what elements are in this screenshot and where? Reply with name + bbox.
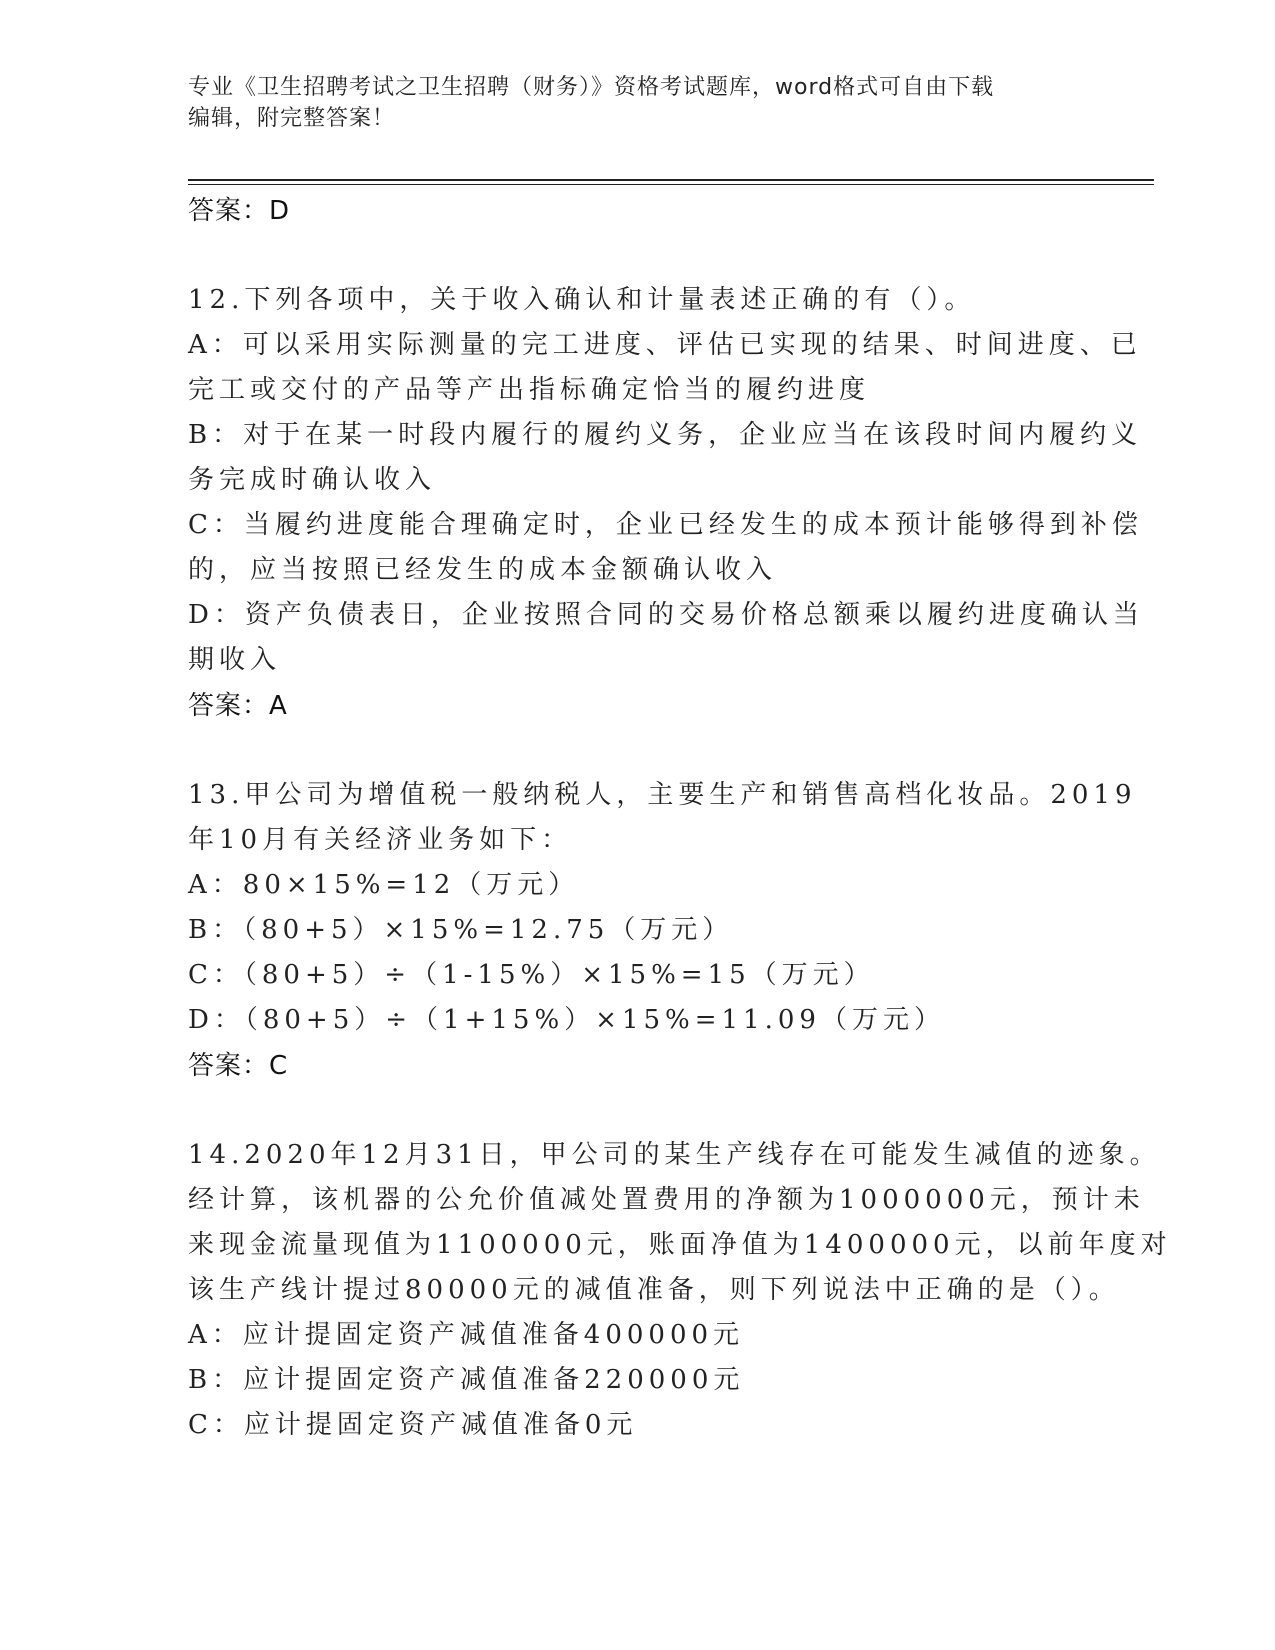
option-line: C：应计提固定资产减值准备0元 [188, 1410, 638, 1440]
question-stem: 该生产线计提过80000元的减值准备，则下列说法中正确的是（）。 [188, 1275, 1120, 1305]
option-line: D：（80+5）÷（1+15%）×15%=11.09（万元） [188, 1005, 945, 1035]
question-stem: 来现金流量现值为1100000元，账面净值为1400000元，以前年度对 [188, 1230, 1172, 1260]
question-14 [188, 1133, 1172, 1448]
answer-line: 答案：C [188, 1051, 289, 1081]
option-line: 务完成时确认收入 [188, 465, 437, 495]
question-stem: 12.下列各项中，关于收入确认和计量表述正确的有（）。 [188, 285, 976, 315]
option-line: 完工或交付的产品等产出指标确定恰当的履约进度 [188, 375, 871, 405]
question-stem: 13.甲公司为增值税一般纳税人，主要生产和销售高档化妆品。2019 [188, 780, 1137, 810]
question-list [188, 188, 1172, 1448]
question-stem: 经计算，该机器的公允价值减处置费用的净额为1000000元，预计未 [188, 1185, 1145, 1215]
option-line: A：80×15%=12（万元） [188, 870, 580, 900]
option-line: C：当履约进度能合理确定时，企业已经发生的成本预计能够得到补偿 [188, 510, 1143, 540]
option-line: D：资产负债表日，企业按照合同的交易价格总额乘以履约进度确认当 [188, 600, 1144, 630]
option-line: B：（80+5）×15%=12.75（万元） [188, 915, 734, 945]
question-stem: 年10月有关经济业务如下： [188, 825, 573, 855]
option-line: C：（80+5）÷（1-15%）×15%=15（万元） [188, 960, 875, 990]
answer-line: 答案：A [188, 691, 288, 721]
option-line: A：可以采用实际测量的完工进度、评估已实现的结果、时间进度、已 [188, 330, 1142, 360]
header-line-2: 编辑，附完整答案！ [188, 106, 396, 131]
header-line-1: 专业《卫生招聘考试之卫生招聘（财务）》资格考试题库，word格式可自由下载 [188, 75, 995, 100]
option-line: B：应计提固定资产减值准备220000元 [188, 1365, 745, 1395]
question-12 [188, 278, 1144, 729]
option-line: B：对于在某一时段内履行的履约义务，企业应当在该段时间内履约义 [188, 420, 1143, 450]
question-13 [188, 773, 1137, 1089]
option-line: A：应计提固定资产减值准备400000元 [188, 1320, 745, 1350]
question-stem: 14.2020年12月31日，甲公司的某生产线存在可能发生减值的迹象。 [188, 1140, 1161, 1170]
option-line: 的，应当按照已经发生的成本金额确认收入 [188, 555, 778, 585]
header-divider-thin [188, 184, 1154, 185]
page-header [188, 72, 1068, 134]
answer-line: 答案：D [188, 196, 291, 226]
header-divider-thick [188, 179, 1154, 181]
option-line: 期收入 [188, 645, 282, 675]
